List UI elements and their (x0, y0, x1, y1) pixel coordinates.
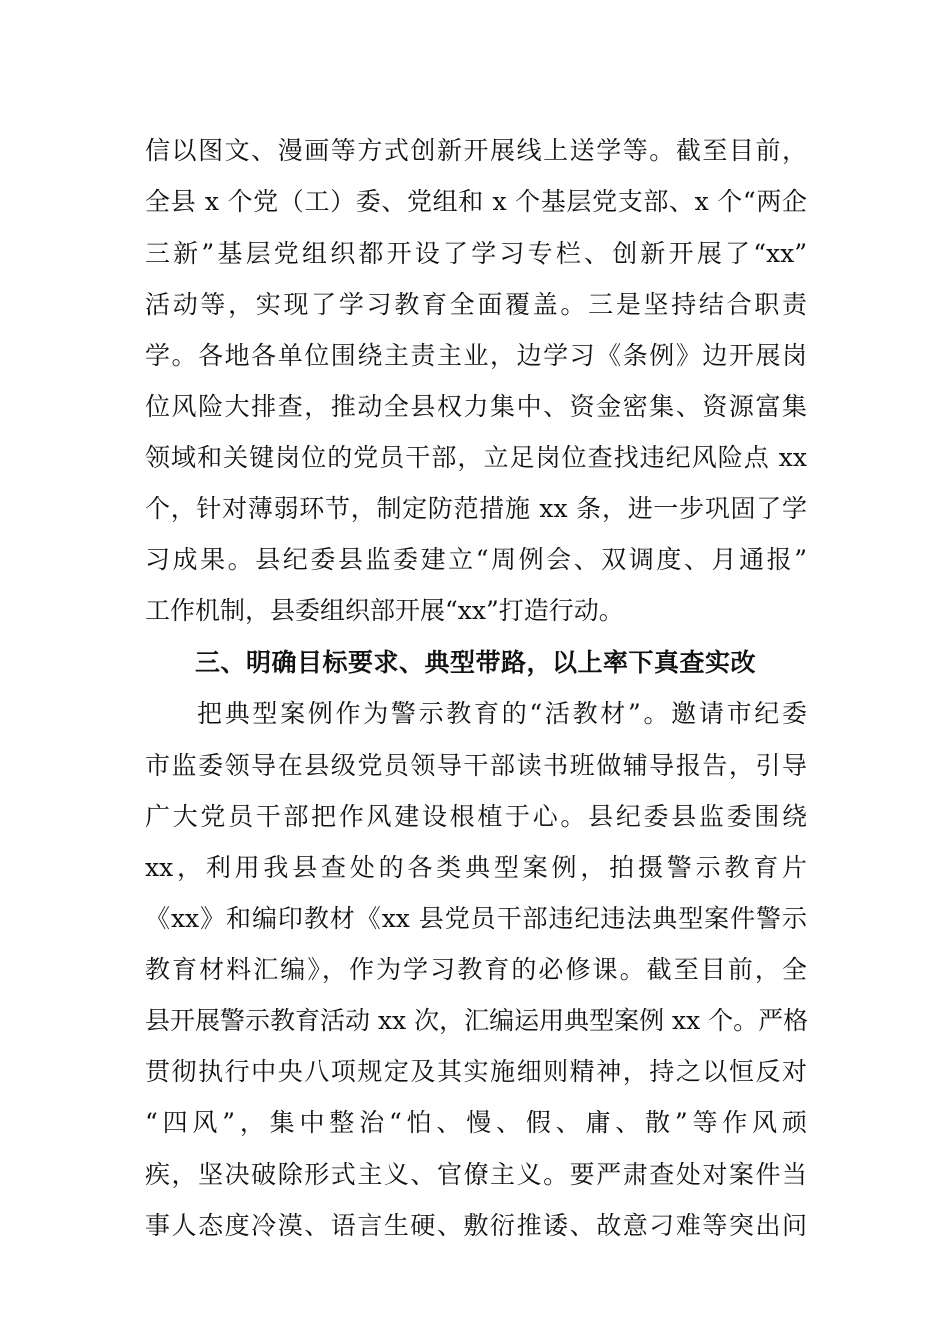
body-text-line: 习成果。县纪委县监委建立“周例会、双调度、月通报” (145, 545, 807, 574)
body-text-line: 市监委领导在县级党员领导干部读书班做辅导报告，引导 (145, 751, 807, 780)
body-text-line: 广大党员干部把作风建设根植于心。县纪委县监委围绕 (145, 802, 807, 831)
body-text-line: 学。各地各单位围绕主责主业，边学习《条例》边开展岗 (145, 341, 807, 370)
section-heading: 三、明确目标要求、典型带路，以上率下真查实改 (195, 648, 757, 677)
body-text-line: 活动等，实现了学习教育全面覆盖。三是坚持结合职责 (145, 290, 807, 319)
body-text-line: 事人态度冷漠、语言生硬、敷衍推诿、故意刁难等突出问 (145, 1211, 807, 1240)
body-text-line: xx，利用我县查处的各类典型案例，拍摄警示教育片 (145, 853, 807, 882)
body-text-line: 个，针对薄弱环节，制定防范措施 xx 条，进一步巩固了学 (145, 494, 807, 523)
body-text-line: 领域和关键岗位的党员干部，立足岗位查找违纪风险点 xx (145, 443, 807, 472)
body-text-line: 位风险大排查，推动全县权力集中、资金密集、资源富集 (145, 392, 807, 421)
body-text-line: 全县 x 个党（工）委、党组和 x 个基层党支部、x 个“两企 (145, 187, 807, 216)
body-text-line: 疾，坚决破除形式主义、官僚主义。要严肃查处对案件当 (145, 1160, 807, 1189)
body-text-line: 三新”基层党组织都开设了学习专栏、创新开展了“xx” (145, 239, 807, 268)
body-text-line: 信以图文、漫画等方式创新开展线上送学等。截至目前， (145, 136, 807, 165)
body-text-line: 贯彻执行中央八项规定及其实施细则精神，持之以恒反对 (145, 1057, 807, 1086)
body-text-line: 教育材料汇编》，作为学习教育的必修课。截至目前，全 (145, 955, 807, 984)
body-text-line: 《xx》和编印教材《xx 县党员干部违纪违法典型案件警示 (145, 904, 807, 933)
body-text-line: 工作机制，县委组织部开展“xx”打造行动。 (145, 596, 624, 625)
body-text-line: 把典型案例作为警示教育的“活教材”。邀请市纪委 (197, 699, 807, 728)
body-text-line: “四风”，集中整治“怕、慢、假、庸、散”等作风顽 (145, 1108, 807, 1137)
body-text-line: 县开展警示教育活动 xx 次，汇编运用典型案例 xx 个。严格 (145, 1006, 809, 1035)
